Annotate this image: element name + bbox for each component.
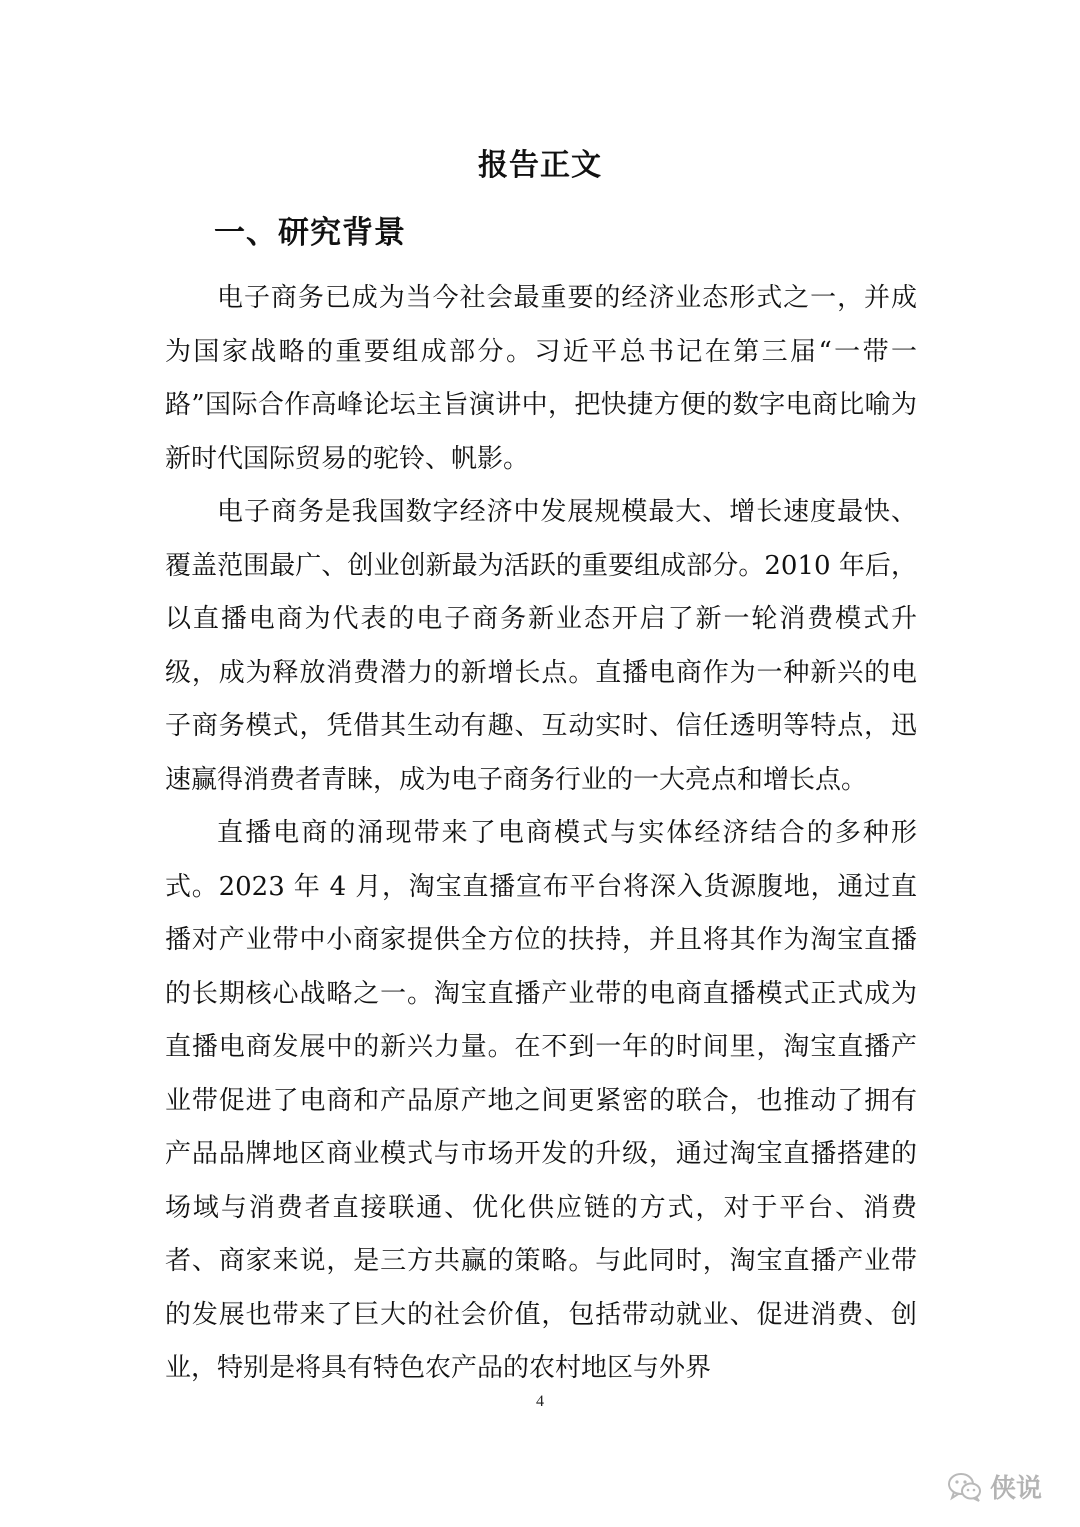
body-text: [165, 272, 917, 1396]
page-number: 4: [536, 1393, 544, 1410]
section-heading: 一、研究背景: [214, 215, 406, 251]
watermark-text: 侠说: [990, 1474, 1043, 1504]
paragraph: 电子商务已成为当今社会最重要的经济业态形式之一，并成为国家战略的重要组成部分。习近平总书记在第三届“一带一路”国际合作高峰论坛主旨演讲中，把快捷方便的数字电商比喻为新时代国际贸易的驼铃、帆影。: [165, 283, 917, 474]
paragraph: 电子商务是我国数字经济中发展规模最大、增长速度最快、覆盖范围最广、创业创新最为活跃的重要组成部分。2010 年后，以直播电商为代表的电子商务新业态开启了新一轮消费模式升级，成为释放消费潜力的新增长点。直播电商作为一种新兴的电子商务模式，凭借其生动有趣、互动实时、信任透明等特点，迅速赢得消费者青睐，成为电子商务行业的一大亮点和增长点。: [165, 497, 917, 795]
paragraph: 直播电商的涌现带来了电商模式与实体经济结合的多种形式。2023 年 4 月，淘宝直播宣布平台将深入货源腹地，通过直播对产业带中小商家提供全方位的扶持，并且将其作为淘宝直播的长期核心战略之一。淘宝直播产业带的电商直播模式正式成为直播电商发展中的新兴力量。在不到一年的时间里，淘宝直播产业带促进了电商和产品原产地之间更紧密的联合，也推动了拥有产品品牌地区商业模式与市场开发的升级，通过淘宝直播搭建的场域与消费者直接联通、优化供应链的方式，对于平台、消费者、商家来说，是三方共赢的策略。与此同时，淘宝直播产业带的发展也带来了巨大的社会价值，包括带动就业、促进消费、创业，特别是将具有特色农产品的农村地区与外界: [165, 818, 917, 1383]
document-title: 报告正文: [478, 148, 602, 183]
wechat-icon: [948, 1472, 982, 1502]
watermark: [948, 1468, 1042, 1505]
